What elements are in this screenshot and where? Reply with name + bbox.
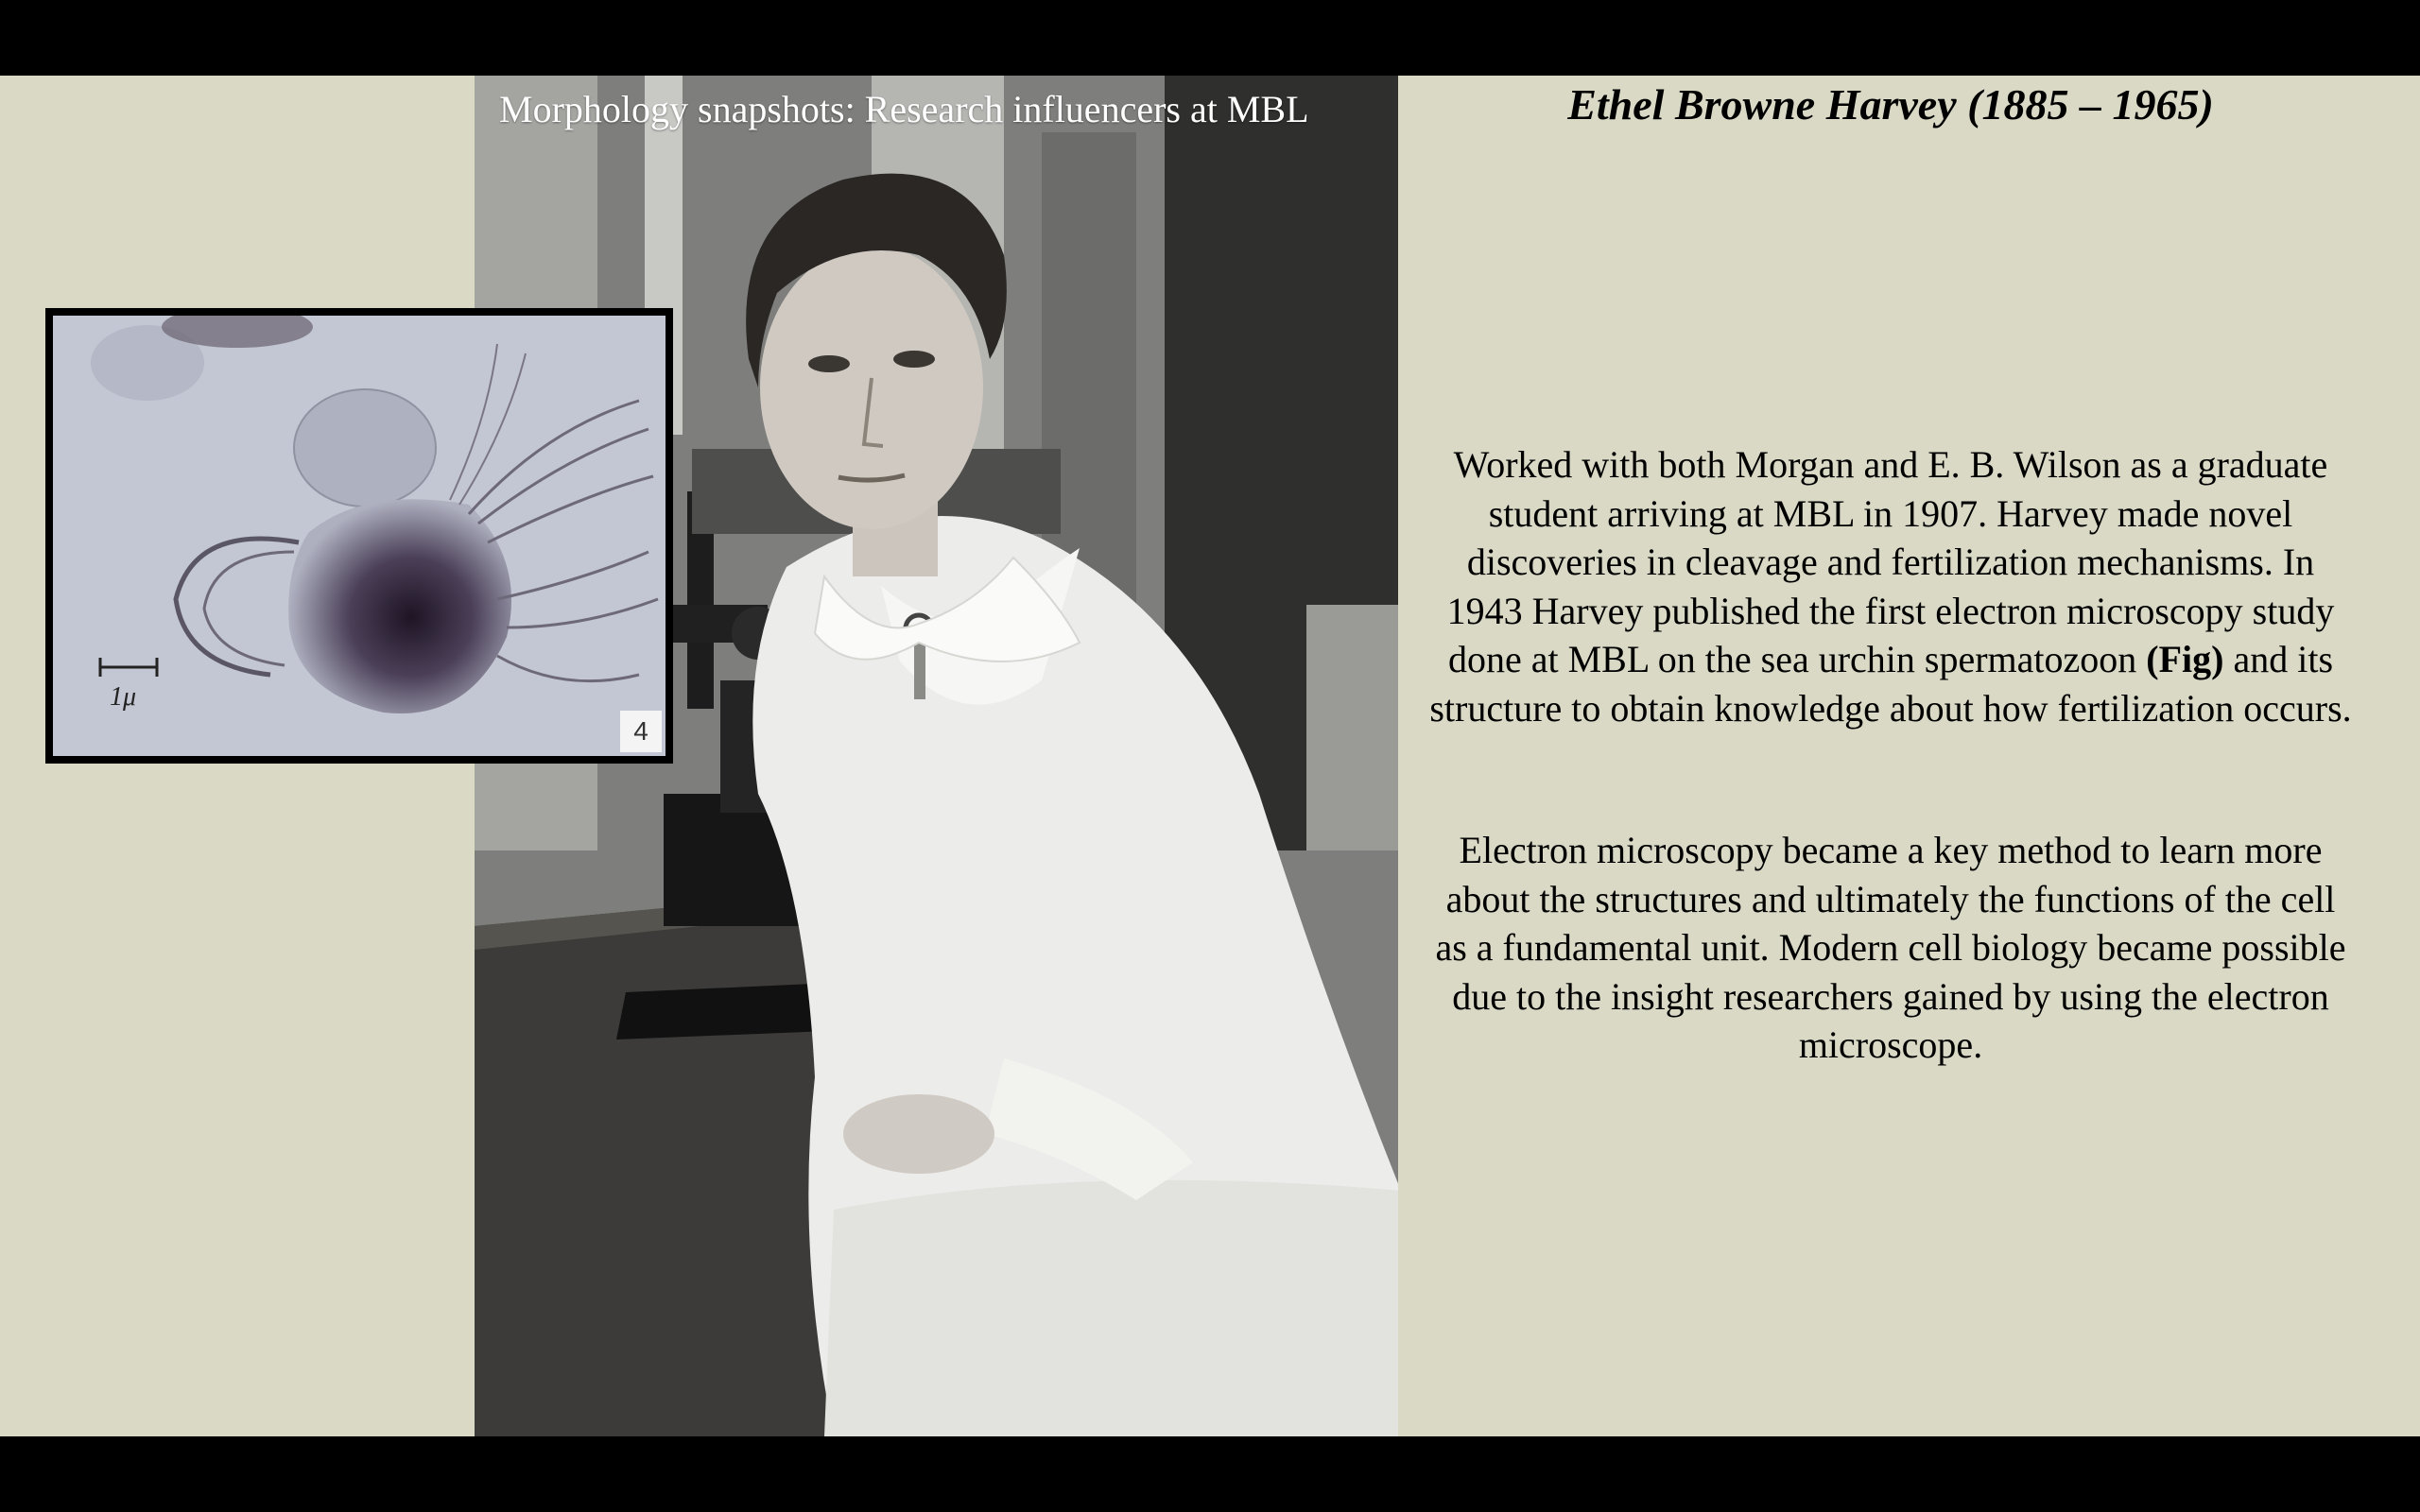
paragraph-electron-microscopy: Electron microscopy became a key method to learn more about the structures and ultimately the functions of the cell as a fundamental unit. Modern cell biology became possible due to the insight researchers gained by using the electron microscope. <box>1435 829 2346 1066</box>
scale-bar-label: 1μ <box>110 682 137 712</box>
figure-number-label: 4 <box>620 711 662 752</box>
micrograph-image <box>53 316 666 756</box>
paragraph-harvey-bio <box>1427 440 2354 732</box>
spermatozoon-illustration <box>53 316 666 756</box>
micrograph-figure <box>45 308 673 764</box>
photo-caption: Morphology snapshots: Research influencers at MBL <box>499 88 1309 130</box>
paragraph1-text-before: Worked with both Morgan and E. B. Wilson as a graduate student arriving at MBL in 1907. Harvey made novel discoveries in cleavage and fertilization mechanisms. In 1943 Harvey published the first electron microscopy study done at MBL on the sea urchin spermatozoon <box>1446 443 2335 680</box>
slide <box>0 76 2420 1436</box>
paragraph1-text-after: and its structure to obtain knowledge about how fertilization occurs. <box>1429 638 2352 730</box>
slide-heading: Ethel Browne Harvey (1885 – 1965) <box>1567 80 2214 129</box>
figure-reference: (Fig) <box>2146 638 2224 680</box>
